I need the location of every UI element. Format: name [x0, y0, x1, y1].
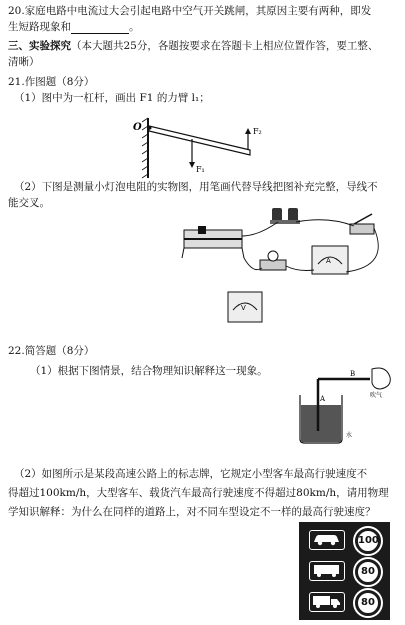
q21-part2-line2: 能交叉。 [8, 197, 50, 209]
water [301, 405, 341, 442]
q20-line2-suffix: 。 [129, 21, 140, 33]
q22-part2-line2: 得超过100km/h，大型客车、载货汽车最高行驶速度不得超过80km/h，请用物理 [8, 487, 389, 499]
speed-limit-sign [299, 522, 390, 620]
label-blow: 吹气 [370, 392, 383, 399]
label-water: 水 [346, 432, 353, 439]
q21-part2-line1: （2）下图是测量小灯泡电阻的实物图，用笔画代替导线把图补充完整，导线不 [14, 181, 378, 193]
q21-part1: （1）图中为一杠杆，画出 F1 的力臂 l₁； [14, 92, 210, 104]
speed-limit-80-truck: 80 [355, 590, 381, 616]
pivot-label: O [133, 122, 142, 133]
section3-desc: （本大题共25分，各题按要求在答题卡上相应位置作答，要工整、 [71, 40, 379, 52]
voltmeter [228, 292, 262, 322]
q21-title: 21.作图题（8分） [8, 76, 95, 88]
f2-label: F₂ [253, 127, 262, 136]
section3-header [8, 40, 378, 53]
battery-pack [270, 208, 300, 224]
sign-row-bus [305, 559, 385, 583]
label-b: B [350, 370, 356, 378]
lever-bar [149, 126, 250, 155]
section3-title: 三、实验探究 [8, 40, 71, 52]
speed-limit-100: 100 [355, 528, 381, 554]
section3-desc2: 清晰） [8, 56, 40, 68]
bulb-holder [260, 251, 286, 270]
f1-arrowhead [189, 162, 195, 168]
pivot-point [149, 127, 152, 130]
truck-icon [309, 592, 345, 612]
bus-icon [309, 561, 345, 581]
switch[interactable] [350, 214, 374, 234]
f1-label: F₁ [196, 165, 205, 174]
speed-limit-80-bus: 80 [355, 559, 381, 585]
straw-figure [290, 365, 400, 445]
car-icon [309, 530, 345, 550]
face [372, 368, 390, 389]
q20-line1: 20.家庭电路中电流过大会引起电路中空气开关跳闸，其原因主要有两种，即发 [8, 5, 372, 17]
q20-line2 [8, 21, 140, 34]
q20-line2-prefix: 生短路现象和 [8, 21, 71, 33]
q22-title: 22.简答题（8分） [8, 345, 95, 357]
answer-blank[interactable] [71, 23, 129, 34]
rheostat[interactable] [182, 226, 244, 258]
q22-part2-line3: 学知识解释：为什么在同样的道路上，对不同车型设定不一样的最高行驶速度？ [8, 506, 376, 518]
q22-part1: （1）根据下图情景，结合物理知识解释这一现象。 [30, 365, 268, 377]
ammeter [312, 246, 348, 274]
f2-arrowhead [245, 128, 251, 134]
label-a: A [320, 395, 326, 403]
voltmeter-label: V [241, 304, 246, 312]
ammeter-label: A [326, 257, 331, 265]
sign-row-truck [305, 590, 385, 614]
circuit-figure [178, 206, 393, 331]
sign-row-car [305, 528, 385, 552]
q22-part2-line1: （2）如图所示是某段高速公路上的标志牌，它规定小型客车最高行驶速度不 [14, 468, 368, 480]
lever-figure [130, 112, 280, 182]
